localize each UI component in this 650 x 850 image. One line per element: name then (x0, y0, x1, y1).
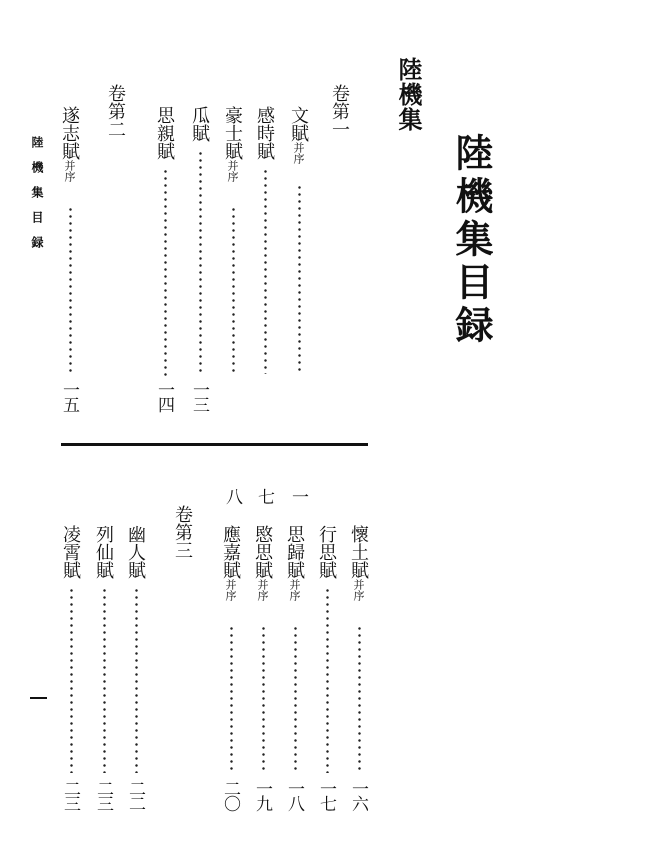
toc-entry (59, 106, 82, 411)
toc-entry (221, 525, 243, 825)
entry-page: 二二 (125, 780, 145, 810)
volume-heading-3: 卷第三 (172, 505, 193, 559)
entry-note: 并序 (226, 160, 239, 182)
leader-dots (199, 150, 202, 376)
leader-dots (103, 587, 106, 773)
leader-dots (298, 184, 301, 374)
entry-title: 思親賦 (154, 106, 175, 160)
leader-dots (358, 625, 361, 773)
entry-note: 并序 (352, 579, 365, 601)
entry-page: 八 (222, 488, 242, 503)
entry-page: 一四 (154, 381, 174, 411)
toc-entry (189, 106, 212, 411)
toc-entry (254, 106, 277, 503)
page-title: 陸機集目録 (449, 133, 494, 348)
entry-title: 思歸賦 (284, 525, 305, 579)
entry-page: 二〇 (220, 780, 240, 810)
entry-page: 一七 (316, 780, 336, 810)
section-divider (61, 443, 368, 446)
volume-heading-1: 卷第一 (329, 84, 350, 138)
entry-title: 應嘉賦 (220, 525, 241, 579)
leader-dots (230, 625, 233, 773)
entry-title: 文賦 (288, 106, 309, 142)
toc-entry (222, 106, 245, 503)
entry-page: 一 (288, 488, 308, 503)
folio-mark (30, 697, 47, 699)
entry-title: 列仙賦 (93, 525, 114, 579)
entry-page: 一五 (59, 381, 79, 411)
entry-note: 并序 (256, 579, 269, 601)
book-title: 陸機集 (394, 57, 423, 132)
leader-dots (69, 206, 72, 376)
leader-dots (232, 206, 235, 374)
toc-entry (253, 525, 275, 825)
entry-note: 并序 (292, 142, 305, 164)
entry-title: 愍思賦 (252, 525, 273, 579)
entry-title: 凌霄賦 (60, 525, 81, 579)
entry-page: 一九 (252, 780, 272, 810)
entry-page: 二三 (93, 780, 113, 810)
entry-title: 遂志賦 (59, 106, 80, 160)
entry-note: 并序 (288, 579, 301, 601)
entry-page: 七 (254, 488, 274, 503)
side-running-title: 陸機集目録 (30, 136, 44, 261)
entry-title: 行思賦 (316, 525, 337, 579)
entry-note: 并序 (224, 579, 237, 601)
entry-title: 幽人賦 (125, 525, 146, 579)
toc-entry (126, 525, 148, 825)
toc-entry (349, 525, 371, 825)
entry-note: 并序 (63, 160, 76, 182)
toc-entry (154, 106, 177, 411)
leader-dots (164, 168, 167, 376)
entry-title: 瓜賦 (189, 106, 210, 142)
entry-page: 一三 (189, 381, 209, 411)
entry-page: 一六 (348, 780, 368, 810)
toc-entry (61, 525, 83, 825)
leader-dots (70, 587, 73, 773)
entry-page: 一八 (284, 780, 304, 810)
toc-entry (317, 525, 339, 825)
entry-title: 感時賦 (254, 106, 275, 160)
leader-dots (326, 587, 329, 773)
entry-title: 豪士賦 (222, 106, 243, 160)
leader-dots (294, 625, 297, 773)
entry-page: 二三 (60, 780, 80, 810)
volume-heading-2: 卷第二 (105, 84, 126, 138)
toc-entry (94, 525, 116, 825)
leader-dots (262, 625, 265, 773)
toc-entry (288, 106, 311, 503)
leader-dots (135, 587, 138, 773)
toc-entry (285, 525, 307, 825)
leader-dots (264, 168, 267, 374)
entry-title: 懷土賦 (348, 525, 369, 579)
